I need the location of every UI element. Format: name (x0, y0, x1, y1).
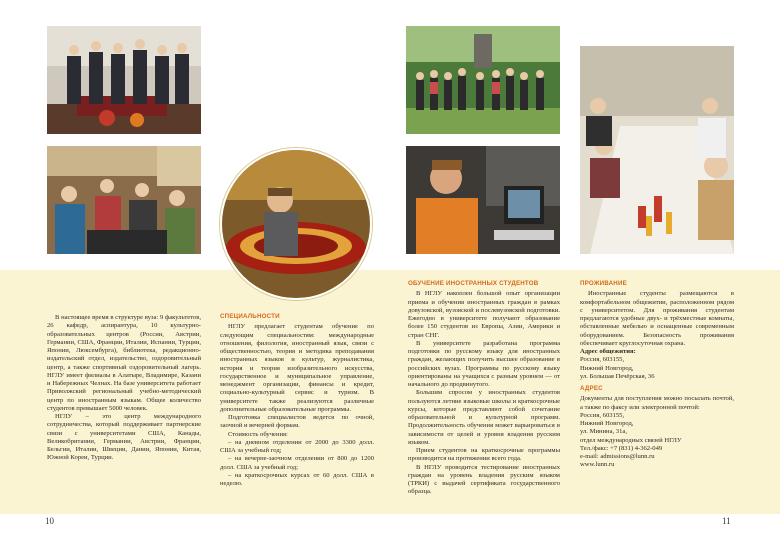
page-number-left: 10 (45, 516, 54, 526)
photo-students-classroom (47, 146, 201, 254)
dormitory-address-line: ул. Большая Печёрская, 36 (580, 372, 655, 380)
paragraph-experience: В НГЛУ накоплен большой опыт организации приема и обучения иностранных граждан в рамках довузовской, вузовской и послевузовской подготовки. Ежегодно в университете получают образование более 150 студентов из Европы, Азии, Америки и стран СНГ. (408, 290, 560, 339)
paragraph-documents-info: Документы для поступления можно посылать почтой, а также по факсу или электронной почтой: (580, 395, 734, 411)
photo-students-at-table (580, 46, 734, 254)
photo-round-student-portrait (220, 148, 372, 300)
photo-delegation-signing (47, 26, 201, 134)
contact-line: ул. Минина, 31а, (580, 428, 627, 436)
paragraph-tuition-short: – на краткосрочных курсах от 60 долл. США в неделю. (220, 471, 374, 487)
paragraph-tuition-label: Стоимость обучения: (228, 430, 288, 438)
paragraph-structure: В настоящее время в структуре вуза: 9 факультетов, 26 кафедр, аспирантура, 10 культурно-образовательных центров (России, Австрии, Германии, США, Франции, Италии, Испании, Турции, Японии, Люксембурга), библиотека, редакционно-издательский отдел, издательство, оздоровительный центр, а также спортивный оздоровительный лагерь. НГЛУ имеет филиалы в Алатыре, Владимире, Казани и Набережных Челнах. На базе университета работает Приволжский региональный учебно-методический центр по иностранным языкам. Общее количество студентов превышает 5000 человек. (47, 314, 201, 412)
heading-specialties: СПЕЦИАЛЬНОСТИ (220, 313, 280, 320)
paragraph-accommodation: Иностранные студенты размещаются в комфортабельном общежитии, расположенном рядом с университетом. Для проживания студентам предлагаются удобные двух- и трёхместные комнаты, обставленные мебелью и оснащенные современным оборудованием. Безопасность проживания обеспечивает круглосуточная охрана. (580, 290, 734, 347)
paragraph-tuition-day: – на дневном отделении от 2000 до 3300 долл. США за учебный год; (220, 438, 374, 454)
column-university-overview (47, 314, 201, 463)
page-number-right: 11 (722, 516, 731, 526)
column-accommodation-address (580, 280, 734, 470)
paragraph-russian-program: В университете разработана программа подготовки по русскому языку для иностранных граждан, желающих получить высшее образование в российских вузах. Программы по русскому языку ориентированы на учащихся с разным уровнем — от начального до продвинутого. (408, 339, 560, 388)
heading-accommodation: ПРОЖИВАНИЕ (580, 280, 627, 287)
contact-phone-fax: Тел./факс: +7 (831) 4-362-049 (580, 444, 663, 452)
paragraph-study-forms: Подготовка специалистов ведется по очной, заочной и вечерней формам. (220, 414, 374, 430)
contact-website[interactable]: www.lunn.ru (580, 461, 615, 469)
paragraph-international-cooperation: НГЛУ – это центр международного сотрудничества, который поддерживает партнерские связи с университетами США, Канады, Великобритании, Германии, Австрии, Франции, Бельгии, Италии, Швеции, Дании, Японии, Китая, Южной Кореи, Турции. (47, 413, 201, 462)
dormitory-address-line: Нижний Новгород, (580, 364, 634, 372)
paragraph-admission: Прием студентов на краткосрочные программы производится на протяжении всего года. (408, 447, 560, 463)
column-specialties (220, 313, 374, 488)
heading-foreign-students: ОБУЧЕНИЕ ИНОСТРАННЫХ СТУДЕНТОВ (408, 280, 539, 287)
paragraph-specialties-list: НГЛУ предлагает студентам обучение по следующим специальностям: международные отношения, филология, иностранный язык, связи с общественностью, теория и методика преподавания иностранных языков и культур, журналистика, история и теория изобразительного искусства, государственное и муниципальное управление, менеджмент организации, финансы и кредит, социально-культурный сервис и туризм. В университете также реализуются различные дополнительные образовательные программы. (220, 323, 374, 413)
paragraph-summer-schools: Большим спросом у иностранных студентов пользуются летние языковые школы и краткосрочные курсы, которые представляют собой сочетание образовательной и культурной программ. Продолжительность обучения может варьироваться в зависимости от целей и уровня владения русским языком. (408, 389, 560, 446)
paragraph-tuition-evening: – на вечерне-заочном отделении от 800 до 1200 долл. США за учебный год; (220, 455, 374, 471)
contact-email[interactable]: e-mail: admissions@lunn.ru (580, 453, 655, 460)
contact-line: отдел международных связей НГЛУ (580, 436, 682, 444)
dormitory-address-label: Адрес общежития: (580, 348, 636, 355)
contact-line: Россия, 603155, (580, 411, 625, 419)
photo-group-at-monument (406, 26, 560, 134)
heading-address: АДРЕС (580, 385, 603, 392)
column-foreign-students (408, 280, 560, 497)
paragraph-trki-testing: В НГЛУ проводится тестирование иностранных граждан на уровень владения русским языком (ТРКИ) с выдачей сертификата государственного образца. (408, 463, 560, 496)
dormitory-address-line: Россия, 603155, (580, 356, 625, 364)
contact-line: Нижний Новгород, (580, 420, 634, 427)
photo-student-at-computer (406, 146, 560, 254)
